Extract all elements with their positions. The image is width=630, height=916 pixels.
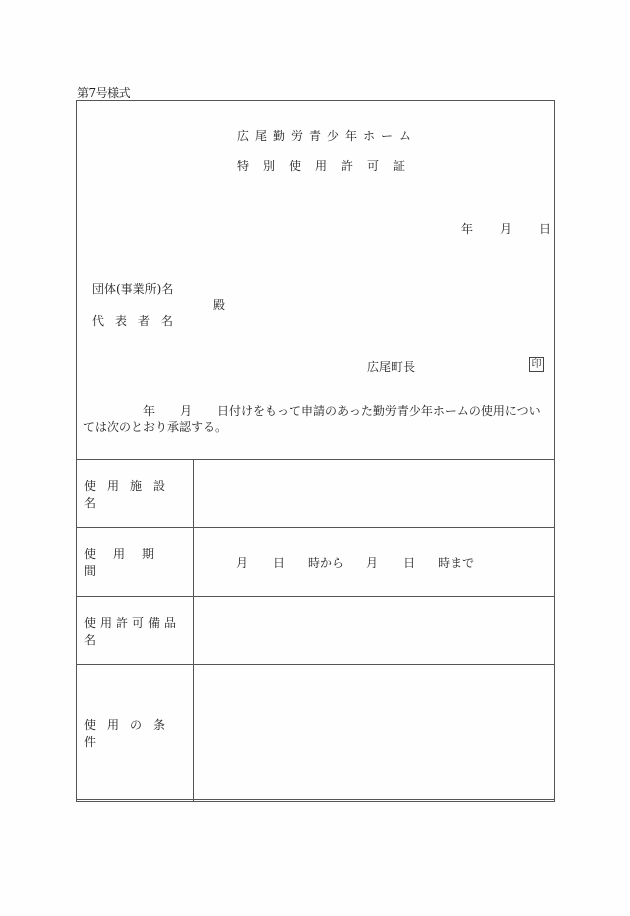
- usage-period: [194, 554, 554, 571]
- form-number: 第7号様式: [77, 86, 131, 100]
- approval-statement: [83, 403, 551, 435]
- to-hour-label: 時まで: [438, 555, 475, 570]
- facility-name-label: 使用施設名: [77, 460, 194, 528]
- approval-month-label: 月: [180, 404, 193, 418]
- from-hour-label: 時から: [308, 555, 345, 570]
- usage-conditions-label: 使用の条件: [77, 665, 194, 802]
- honorific-dono: 殿: [213, 298, 226, 312]
- table-row: [77, 460, 555, 528]
- equipment-name-field[interactable]: [194, 597, 555, 665]
- table-row: [77, 597, 555, 665]
- organization-name-label: 団体(事業所)名: [92, 282, 174, 296]
- facility-name-field[interactable]: [194, 460, 555, 528]
- usage-period-label: 使用期間: [77, 528, 194, 597]
- from-day-label: 日: [273, 555, 286, 570]
- issue-year-label: 年: [461, 222, 474, 236]
- to-month-label: 月: [366, 555, 379, 570]
- issue-month-label: 月: [500, 222, 513, 236]
- from-month-label: 月: [236, 555, 249, 570]
- table-row: [77, 665, 555, 802]
- document-title: 特別使用許可証: [237, 159, 420, 173]
- permit-form: [76, 100, 555, 800]
- approval-body: 日付けをもって申請のあった勤労青少年ホームの使用については次のとおり承認する。: [83, 404, 541, 434]
- issue-day-label: 日: [539, 222, 552, 236]
- issuer-title: 広尾町長: [367, 360, 416, 374]
- to-day-label: 日: [403, 555, 416, 570]
- usage-conditions-field[interactable]: [194, 665, 555, 802]
- representative-name-label: 代表者名: [92, 314, 185, 328]
- usage-period-field[interactable]: [194, 528, 555, 597]
- seal-mark: 印: [529, 357, 544, 372]
- facility-title: 広尾勤労青少年ホーム: [237, 129, 418, 143]
- issue-date: [461, 220, 551, 237]
- details-table: [76, 459, 555, 802]
- table-row: [77, 528, 555, 597]
- approval-year-label: 年: [143, 404, 156, 418]
- equipment-name-label: 使用許可備品名: [77, 597, 194, 665]
